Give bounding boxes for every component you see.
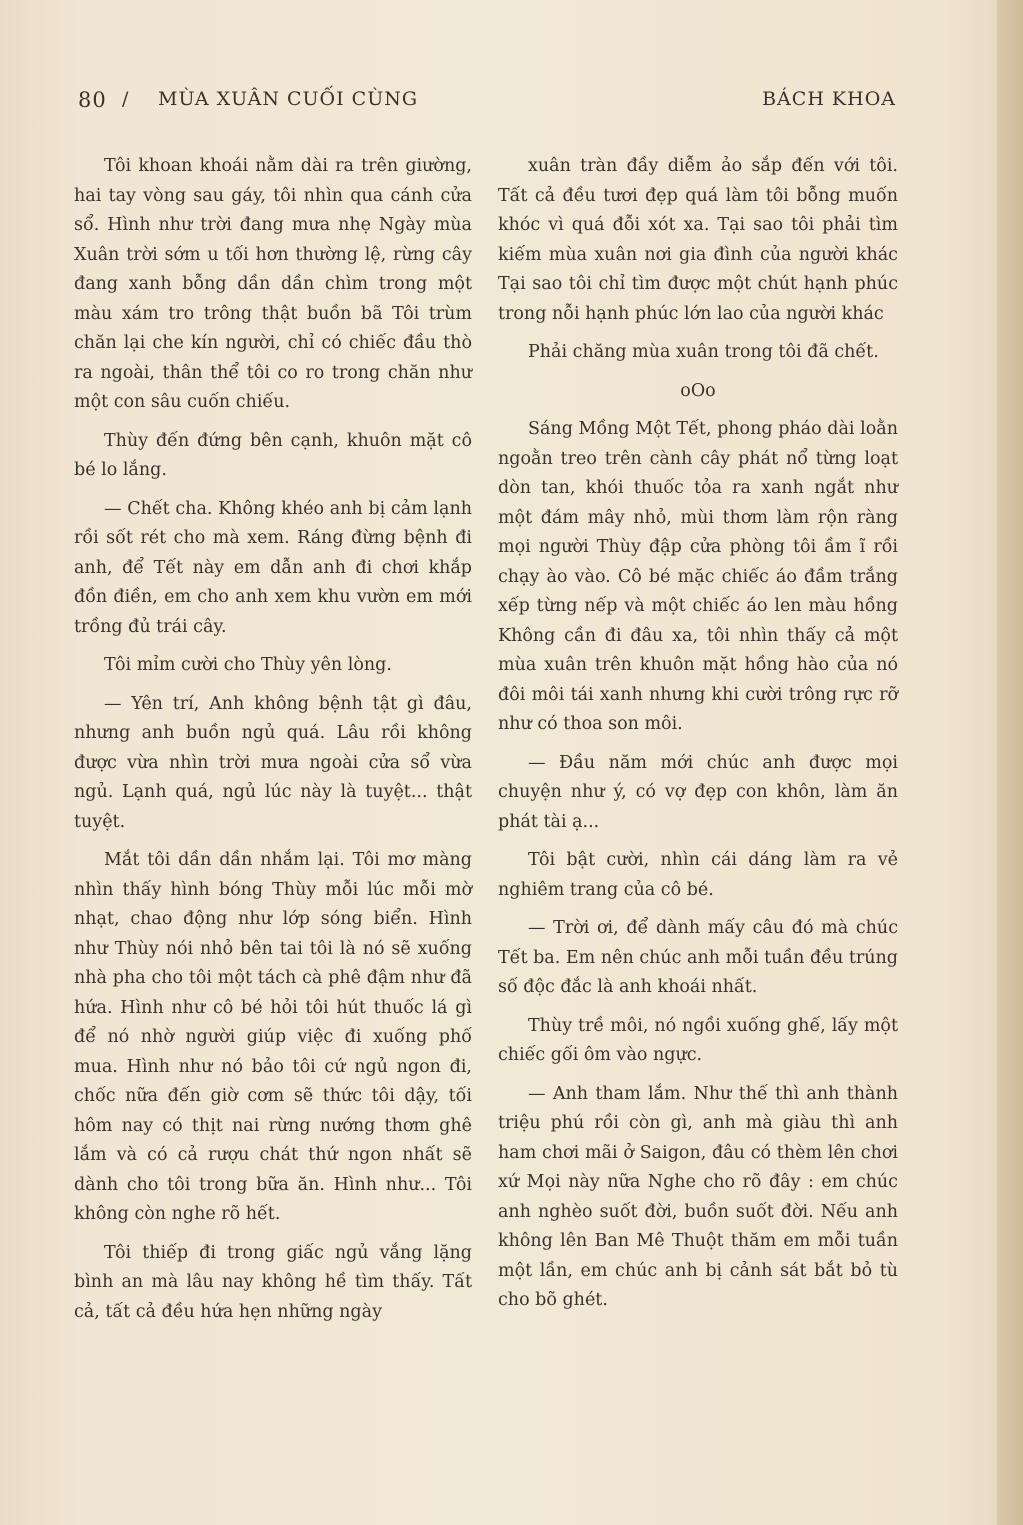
paragraph: xuân tràn đầy diễm ảo sắp đến với tôi. Tất cả đều tươi đẹp quá làm tôi bỗng muốn khóc vì quá đỗi xót xa. Tại sao tôi phải tìm kiếm mùa xuân nơi gia đình của người khác Tại sao tôi chỉ tìm được một chút hạnh phúc trong nỗi hạnh phúc lớn lao của người khác bbox=[498, 156, 898, 324]
right-column bbox=[498, 152, 898, 1325]
paragraph: — Yên trí, Anh không bệnh tật gì đâu, nhưng anh buồn ngủ quá. Lâu rồi không được vừa nhìn trời mưa ngoài cửa sổ vừa ngủ. Lạnh quá, ngủ lúc này là tuyệt... thật tuyệt. bbox=[74, 693, 472, 832]
paragraph: Phải chăng mùa xuân trong tôi đã chết. bbox=[528, 342, 879, 362]
paragraph: — Chết cha. Không khéo anh bị cảm lạnh rồi sốt rét cho mà xem. Ráng đừng bệnh đi anh, để Tết này em dẫn anh đi chơi khắp đồn điền, em cho anh xem khu vườn em mới trồng đủ trái cây. bbox=[74, 498, 472, 637]
paragraph: Tôi thiếp đi trong giấc ngủ vắng lặng bình an mà lâu nay không hề tìm thấy. Tất cả, tất cả đều hứa hẹn những ngày bbox=[74, 1242, 472, 1322]
paragraph: Tôi mỉm cười cho Thùy yên lòng. bbox=[104, 655, 392, 675]
paragraph: Thùy đến đứng bên cạnh, khuôn mặt cô bé lo lắng. bbox=[74, 430, 472, 480]
paragraph: — Trời ơi, để dành mấy câu đó mà chúc Tết ba. Em nên chúc anh mỗi tuần đều trúng số độc đắc là anh khoái nhất. bbox=[498, 918, 898, 997]
page-number: 80 bbox=[78, 88, 107, 112]
page-header bbox=[78, 88, 896, 120]
paragraph: Tôi bật cười, nhìn cái dáng làm ra vẻ nghiêm trang của cô bé. bbox=[498, 850, 898, 900]
paragraph: — Anh tham lắm. Như thế thì anh thành triệu phú rồi còn gì, anh mà giàu thì anh ham chơi mãi ở Saigon, đâu có thèm lên chơi xứ Mọi này nữa Nghe cho rõ đây : em chúc anh nghèo suốt đời, buồn suốt đời. Nếu anh không lên Ban Mê Thuột thăm em mỗi tuần một lần, em chúc anh bị cảnh sát bắt bỏ tù cho bõ ghét. bbox=[498, 1083, 898, 1310]
story-title: MÙA XUÂN CUỐI CÙNG bbox=[158, 88, 419, 110]
paragraph: — Đầu năm mới chúc anh được mọi chuyện như ý, có vợ đẹp con khôn, làm ăn phát tài ạ... bbox=[498, 752, 898, 832]
paragraph: Thùy trề môi, nó ngồi xuống ghế, lấy một chiếc gối ôm vào ngực. bbox=[498, 1015, 898, 1065]
magazine-name: BÁCH KHOA bbox=[762, 88, 896, 110]
header-separator: / bbox=[122, 88, 130, 110]
paragraph: Tôi khoan khoái nằm dài ra trên giường, hai tay vòng sau gáy, tôi nhìn qua cánh cửa sổ. Hình như trời đang mưa nhẹ Ngày mùa Xuân trời sớm u tối hơn thường lệ, rừng cây đang xanh bỗng dần dần chìm trong một màu xám tro trông thật buồn bã Tôi trùm chăn lại che kín người, chỉ có chiếc đầu thò ra ngoài, thân thể tôi co ro trong chăn như một con sâu cuốn chiếu. bbox=[74, 156, 472, 412]
paragraph: Mắt tôi dần dần nhắm lại. Tôi mơ màng nhìn thấy hình bóng Thùy mỗi lúc mỗi mờ nhạt, chao động như lớp sóng biển. Hình như Thùy nói nhỏ bên tai tôi là nó sẽ xuống nhà pha cho tôi một tách cà phê đậm như đã hứa. Hình như cô bé hỏi tôi hút thuốc lá gì để nó nhờ người giúp việc đi xuống phố mua. Hình như nó bảo tôi cứ ngủ ngon đi, chốc nữa đến giờ cơm sẽ thức tôi dậy, tối hôm nay có thịt nai rừng nướng thơm ghê lắm và có cả rượu chát thứ ngon nhất sẽ dành cho tôi trong bữa ăn. Hình như... Tôi không còn nghe rõ hết. bbox=[74, 850, 472, 1224]
paragraph: Sáng Mồng Một Tết, phong pháo dài loằn ngoằn treo trên cành cây phát nổ từng loạt dòn tan, khói thuốc tỏa ra xanh ngắt như một đám mây nhỏ, mùi thơm làm rộn ràng mọi người Thùy đập cửa phòng tôi ầm ĩ rồi chạy ào vào. Cô bé mặc chiếc áo đầm trắng xếp từng nếp và một chiếc áo len màu hồng Không cần đi đâu xa, tôi nhìn thấy cả một mùa xuân trên khuôn mặt hồng hào của nó đôi môi tái xanh nhưng khi cười trông rực rỡ như có thoa son môi. bbox=[498, 419, 898, 734]
page-edge bbox=[997, 0, 1023, 1525]
section-separator: oOo bbox=[680, 380, 716, 401]
left-column bbox=[74, 152, 472, 1336]
